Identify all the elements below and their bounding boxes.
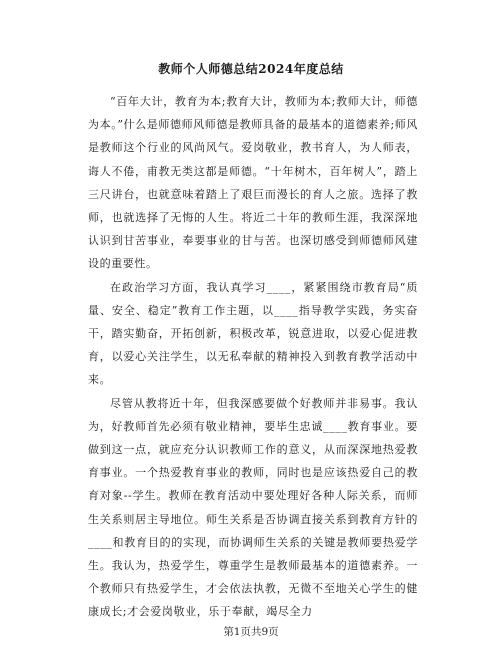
body-paragraph: “百年大计，教育为本;教育大计，教师为本;教师大计，师德为本。”什么是师德师风师德是教师具备的最基本的道德素养;师风是教师这个行业的风尚风气。爱岗敬业，教书育人，为人师表，诲人不倦，甫教无类这都是师德。“十年树木，百年树人”，踏上三尺讲台，也就意味着踏上了艰巨而漫长的育人之旅。选择了教师，也就选择了无悔的人生。将近二十年的教师生涯，我深深地认识到甘苦事业，奉要事业的甘与苦。也深切感受到师德师风建设的重要性。 xyxy=(88,95,418,271)
document-title: 教师个人师德总结2024年度总结 xyxy=(158,62,344,76)
page-number-footer: 第1页共9页 xyxy=(223,626,279,638)
body-paragraph: 尽管从教将近十年，但我深感要做个好教师并非易事。我认为，好教师首先必须有敬业精神，要毕生忠诚____教育事业。要做到这一点，就应充分认识教师工作的意义，从而深深地热爱教育事业。一个热爱教育事业的教师，同时也是应该热爱自己的教育对象--学生。教师在教育活动中要处理好各种人际关系，而师生关系则居主导地位。师生关系是否协调直接关系到教育方针的____和教育目的的实现，而协调师生关系的关键是教师要热爱学生。我认为，热爱学生，尊重学生是教师最基本的道德素养。一个教师只有热爱学生，才会依法执教，无微不至地关心学生的健康成长;才会爱岗敬业，乐于奉献，竭尽全力 xyxy=(88,396,418,619)
document-body xyxy=(88,90,418,624)
body-paragraph: 在政治学习方面，我认真学习____，紧紧围绕市教育局“质量、安全、稳定”教育工作主题，以____指导教学实践，务实奋干，踏实勤奋，开拓创新，积极改革，锐意进取，以爱心促进教育，以爱心关注学生，以无私奉献的精神投入到教育教学活动中来。 xyxy=(88,280,418,387)
